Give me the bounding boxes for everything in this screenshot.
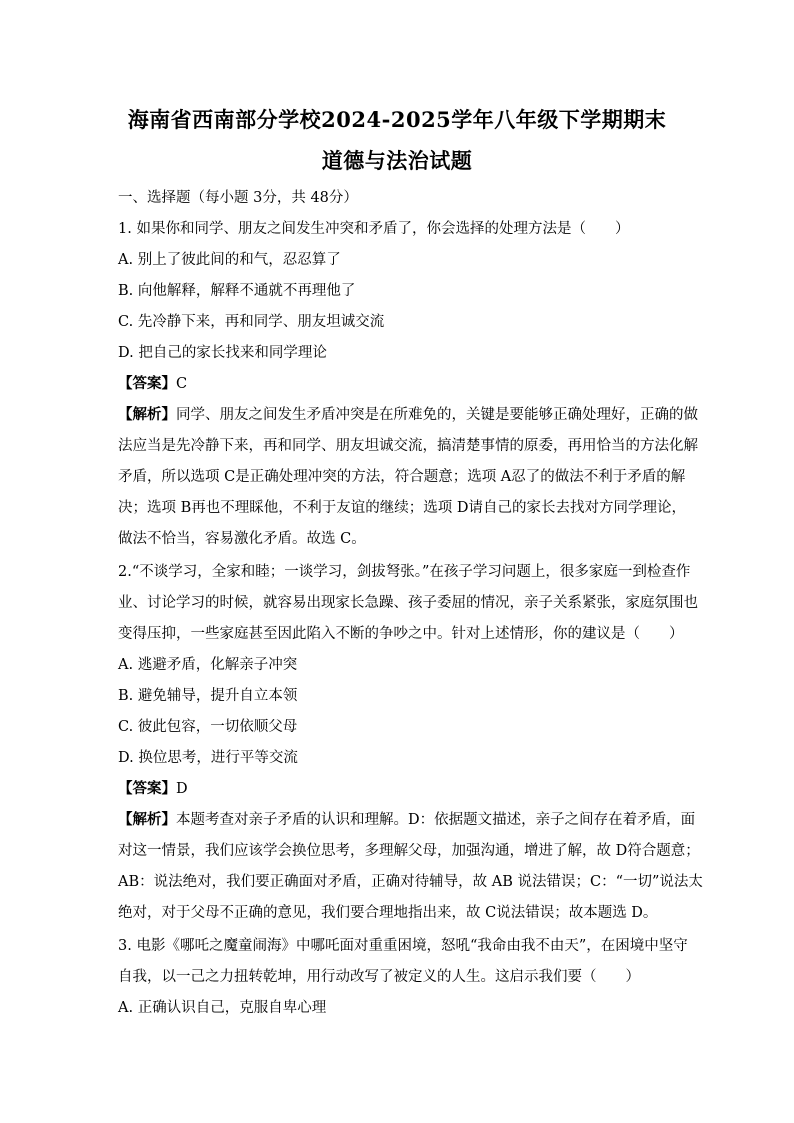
document-title-line1: 海南省西南部分学校2024-2025学年八年级下学期期末 xyxy=(127,107,667,132)
question-1-analysis-line-3: 矛盾，所以选项 C是正确处理冲突的方法，符合题意；选项 A忍了的做法不利于矛盾的解 xyxy=(118,469,686,485)
question-2-option-b: B. 避免辅导，提升自立本领 xyxy=(118,688,298,704)
question-1-analysis-line-5: 做法不恰当，容易激化矛盾。故选 C。 xyxy=(118,531,366,547)
answer-tag: 【答案】 xyxy=(118,780,176,797)
question-3-stem-line-2: 自我，以一己之力扭转乾坤，用行动改写了被定义的人生。这启示我们要（ ） xyxy=(118,969,640,985)
question-1-analysis-line-1 xyxy=(118,405,698,425)
analysis-tag: 【解析】 xyxy=(118,406,176,423)
analysis-text: 同学、朋友之间发生矛盾冲突是在所难免的，关键是要能够正确处理好，正确的做 xyxy=(176,407,698,423)
question-3-stem-line-1: 3. 电影《哪吒之魔童闹海》中哪吒面对重重困境，怒吼“我命由我不由天”，在困境中坚守 xyxy=(118,938,688,954)
answer-tag: 【答案】 xyxy=(118,375,176,392)
question-1-option-d: D. 把自己的家长找来和同学理论 xyxy=(118,345,327,361)
question-2-stem-line-2: 业、讨论学习的时候，就容易出现家长急躁、孩子委屈的情况，亲子关系紧张，家庭氛围也 xyxy=(118,595,698,611)
answer-value: C xyxy=(176,376,188,392)
question-2-stem-line-3: 变得压抑，一些家庭甚至因此陷入不断的争吵之中。针对上述情形，你的建议是（ ） xyxy=(118,626,684,642)
question-2-analysis-line-3: AB：说法绝对，我们要正确面对矛盾，正确对待辅导，故 AB 说法错误；C：“一切”说法太 xyxy=(118,874,703,890)
answer-value: D xyxy=(176,781,188,797)
question-2-answer xyxy=(118,779,188,799)
question-2-option-d: D. 换位思考，进行平等交流 xyxy=(118,750,298,766)
question-1-option-a: A. 别上了彼此间的和气，忍忍算了 xyxy=(118,252,341,268)
question-2-analysis-line-4: 绝对，对于父母不正确的意见，我们要合理地指出来，故 C说法错误；故本题选 D。 xyxy=(118,905,658,921)
analysis-text: 本题考查对亲子矛盾的认识和理解。D：依据题文描述，亲子之间存在着矛盾，面 xyxy=(176,812,696,828)
question-1-answer xyxy=(118,374,187,394)
question-1-option-b: B. 向他解释，解释不通就不再理他了 xyxy=(118,283,356,299)
question-3-option-a: A. 正确认识自己，克服自卑心理 xyxy=(118,1000,327,1016)
question-1-analysis-line-4: 决；选项 B再也不理睬他，不利于友谊的继续；选项 D请自己的家长去找对方同学理论， xyxy=(118,500,686,516)
section-heading: 一、选择题（每小题 3分，共 48分） xyxy=(118,190,358,206)
question-2-option-c: C. 彼此包容，一切依顺父母 xyxy=(118,719,298,735)
question-2-analysis-line-2: 对这一情景，我们应该学会换位思考，多理解父母，加强沟通，增进了解，故 D符合题意； xyxy=(118,843,700,859)
question-2-analysis-line-1 xyxy=(118,810,695,830)
question-1-analysis-line-2: 法应当是先冷静下来，再和同学、朋友坦诚交流，搞清楚事情的原委，再用恰当的方法化解 xyxy=(118,438,698,454)
question-2-stem-line-1: 2.“不谈学习，全家和睦；一谈学习，剑拔弩张。”在孩子学习问题上，很多家庭一到检查作 xyxy=(118,564,691,580)
document-title-line2: 道德与法治试题 xyxy=(321,148,473,173)
question-1-stem: 1. 如果你和同学、朋友之间发生冲突和矛盾了，你会选择的处理方法是（ ） xyxy=(118,221,630,237)
question-1-option-c: C. 先冷静下来，再和同学、朋友坦诚交流 xyxy=(118,314,385,330)
analysis-tag: 【解析】 xyxy=(118,811,176,828)
question-2-option-a: A. 逃避矛盾，化解亲子冲突 xyxy=(118,657,298,673)
